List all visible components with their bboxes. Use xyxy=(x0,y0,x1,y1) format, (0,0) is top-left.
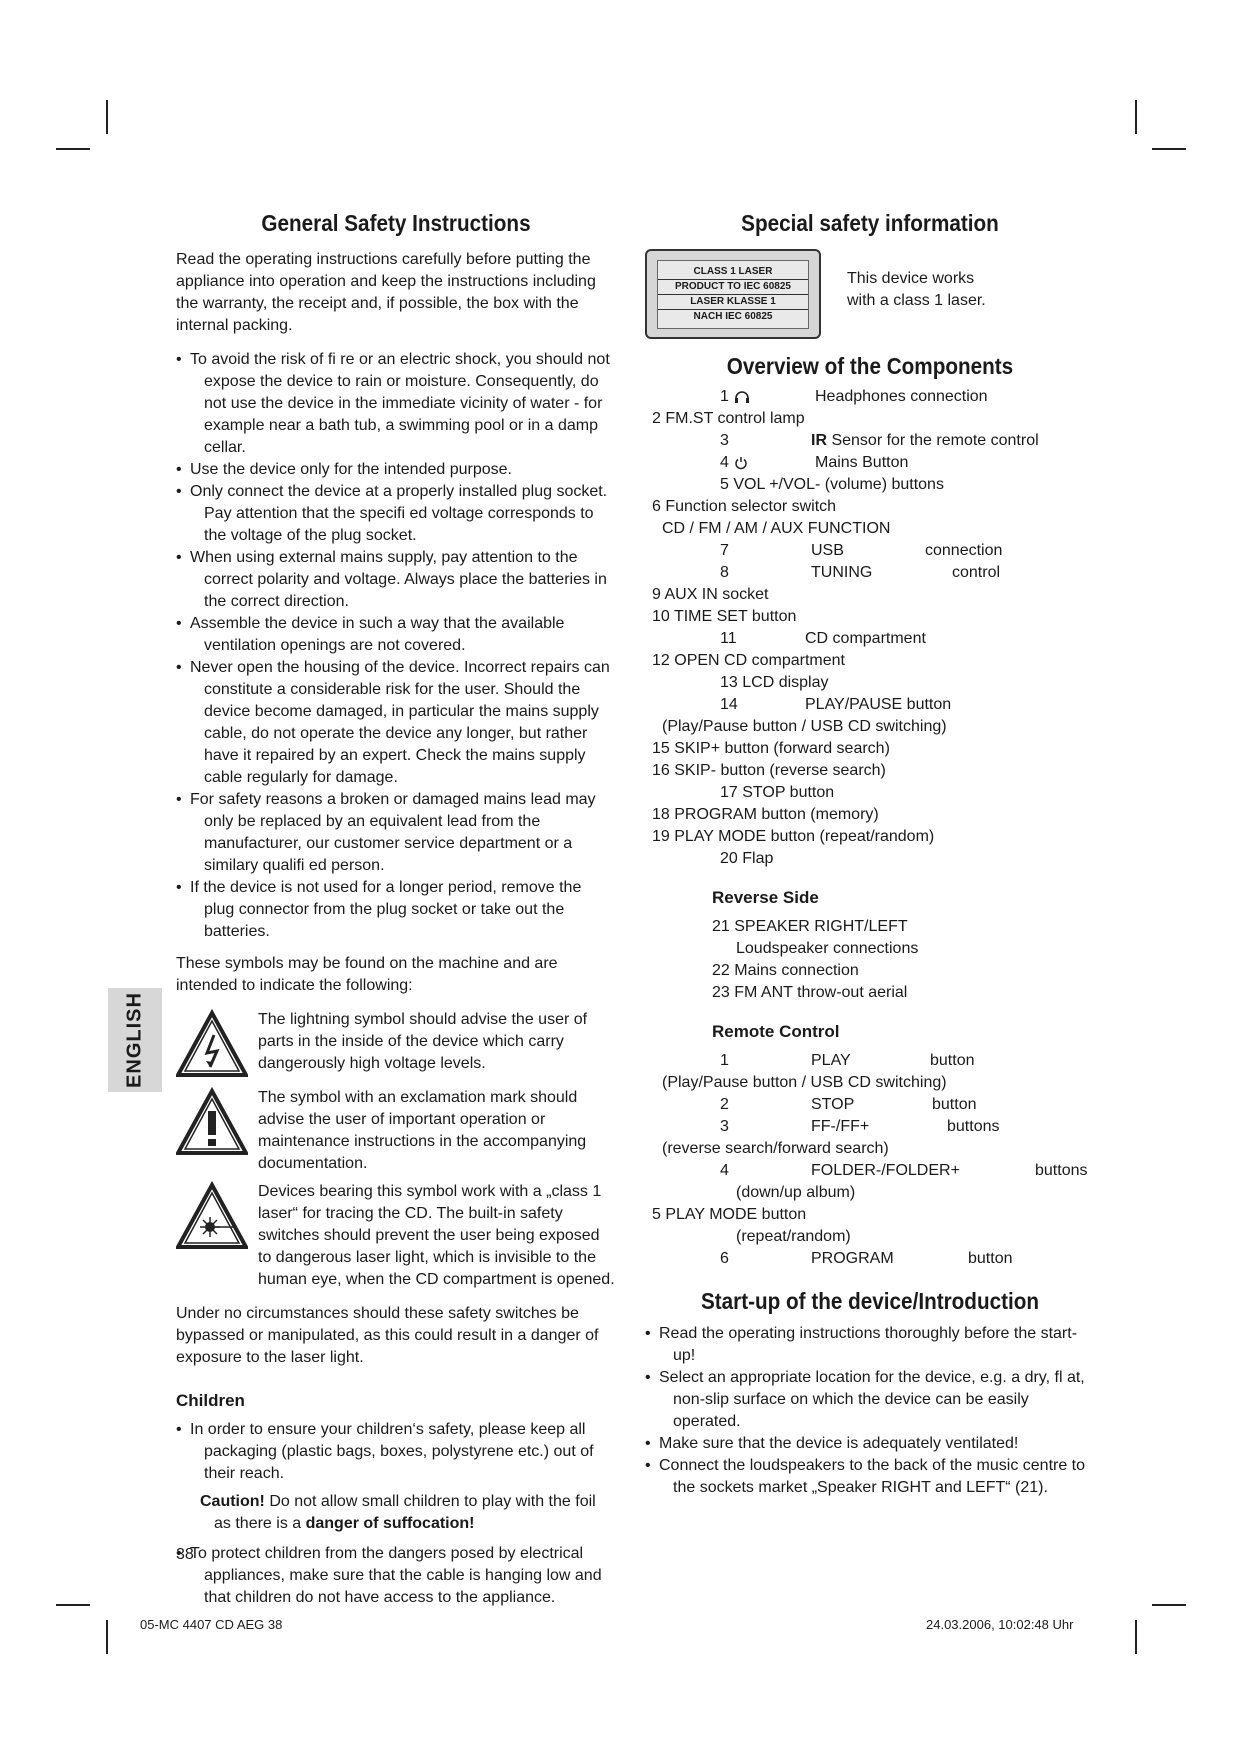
power-icon xyxy=(734,456,748,470)
list-item: 21 SPEAKER RIGHT/LEFT xyxy=(712,918,908,935)
crop-mark xyxy=(1135,100,1137,134)
list-item: • Use the device only for the intended purpose. xyxy=(176,459,616,481)
crop-mark xyxy=(56,1604,90,1606)
symbol-text: The symbol with an exclamation mark should advise the user of important operation or maintenance instructions in the accompanying documentation. xyxy=(258,1089,587,1172)
list-item: 10 TIME SET button xyxy=(652,608,797,625)
list-item: 3 FF-/FF+ buttons xyxy=(720,1118,1000,1135)
list-item: 12 OPEN CD compartment xyxy=(652,652,845,669)
headphones-icon xyxy=(734,390,750,404)
list-item: 16 SKIP- button (reverse search) xyxy=(652,762,886,779)
list-item: 4 FOLDER-/FOLDER+ buttons xyxy=(720,1162,1088,1179)
symbol-row xyxy=(176,1181,616,1291)
list-item: • Make sure that the device is adequately ventilated! xyxy=(645,1433,1095,1455)
list-item: (Play/Pause button / USB CD switching) xyxy=(662,718,947,735)
list-item: 6 Function selector switch xyxy=(652,498,837,515)
list-item: • Only connect the device at a properly installed plug socket. Pay attention that the specifi ed voltage corresponds to the voltage of the plug socket. xyxy=(176,481,616,547)
language-tab xyxy=(108,988,162,1092)
list-item: (Play/Pause button / USB CD switching) xyxy=(662,1074,947,1091)
caution-note xyxy=(190,1491,616,1535)
symbol-row xyxy=(176,1009,616,1081)
lightning-warning-icon xyxy=(176,1009,248,1081)
component-text: Headphones connection xyxy=(815,388,988,405)
list-item: (reverse search/forward search) xyxy=(662,1140,889,1157)
caution-end: ! xyxy=(469,1515,475,1532)
list-item: 2 FM.ST control lamp xyxy=(652,410,805,427)
laser-label-line: CLASS 1 LASER xyxy=(658,265,808,280)
list-item: 11 CD compartment xyxy=(720,630,926,647)
list-item: 1 PLAY button xyxy=(720,1052,975,1069)
ir-label: IR xyxy=(811,432,827,449)
list-item: 3 IR Sensor for the remote control xyxy=(720,432,1039,449)
list-item: 22 Mains connection xyxy=(712,962,859,979)
crop-mark xyxy=(56,148,90,150)
symbols-intro: These symbols may be found on the machine and are intended to indicate the following: xyxy=(176,955,558,994)
exclamation-warning-icon xyxy=(176,1087,248,1159)
list-item: • When using external mains supply, pay attention to the correct polarity and voltage. Always place the batteries in the correct direction. xyxy=(176,547,616,613)
safety-bullets xyxy=(176,349,616,943)
laser-text: This device works with a class 1 laser. xyxy=(847,270,986,309)
list-item: Loudspeaker connections xyxy=(736,940,919,957)
list-item: • If the device is not used for a longer period, remove the plug connector from the plug socket or take out the batteries. xyxy=(176,877,616,943)
list-item: • In order to ensure your children‘s safety, please keep all packaging (plastic bags, boxes, polystyrene etc.) out of their reach. xyxy=(176,1419,616,1485)
caution-bold: danger of suffocation xyxy=(305,1515,470,1532)
list-item: 19 PLAY MODE button (repeat/random) xyxy=(652,828,935,845)
intro-paragraph: Read the operating instructions carefully before putting the appliance into operation and keep the instructions including the warranty, the receipt and, if possible, the box with the internal packing. xyxy=(176,251,596,334)
list-item: 18 PROGRAM button (memory) xyxy=(652,806,879,823)
special-safety-title: Special safety information xyxy=(741,210,999,236)
list-item: 2 STOP button xyxy=(720,1096,977,1113)
footer-file-info: 05-MC 4407 CD AEG 38 xyxy=(140,1617,283,1632)
list-item: • Assemble the device in such a way that the available ventilation openings are not covered. xyxy=(176,613,616,657)
list-item: • To protect children from the dangers posed by electrical appliances, make sure that the cable is hanging low and that children do not have access to the appliance. xyxy=(176,1543,616,1609)
page-number: 38 xyxy=(176,1546,194,1563)
crop-mark xyxy=(106,100,108,134)
list-item: • For safety reasons a broken or damaged mains lead may only be replaced by an equivalent lead from the manufacturer, our customer service department or a similary qualifi ed person. xyxy=(176,789,616,877)
laser-warning-icon xyxy=(176,1181,248,1253)
crop-mark xyxy=(1152,1604,1186,1606)
right-column xyxy=(645,200,1095,1509)
list-item xyxy=(645,386,1095,408)
list-item: 13 LCD display xyxy=(720,674,829,691)
list-item: 20 Flap xyxy=(720,850,774,867)
startup-bullets xyxy=(645,1323,1095,1499)
list-item: 5 VOL +/VOL- (volume) buttons xyxy=(720,476,944,493)
footer-timestamp: 24.03.2006, 10:02:48 Uhr xyxy=(926,1617,1074,1632)
list-item: (repeat/random) xyxy=(736,1228,851,1245)
list-item: 14 PLAY/PAUSE button xyxy=(720,696,952,713)
list-item: • Read the operating instructions thoroughly before the start-up! xyxy=(645,1323,1095,1367)
laser-class-label xyxy=(645,249,821,339)
components-list xyxy=(645,386,1095,870)
list-item: 7 USB connection xyxy=(720,542,1003,559)
laser-label-line: LASER KLASSE 1 xyxy=(658,295,808,310)
reverse-list xyxy=(645,916,1095,1004)
list-item: 23 FM ANT throw-out aerial xyxy=(712,984,908,1001)
symbol-text: Devices bearing this symbol work with a „class 1 laser“ for tracing the CD. The built-in safety switches should prevent the user being exposed to dangerous laser light, which is invisible to the human eye, when the CD compartment is opened. xyxy=(258,1183,615,1288)
overview-title: Overview of the Components xyxy=(726,353,1014,379)
children-bullets xyxy=(176,1419,616,1485)
list-item: • To avoid the risk of fi re or an electric shock, you should not expose the device to rain or moisture. Consequently, do not use the device in the immediate vicinity of water - for example near a bath tub, a swimming pool or in a damp cellar. xyxy=(176,349,616,459)
list-item: 5 PLAY MODE button xyxy=(652,1206,807,1223)
laser-label-line: NACH IEC 60825 xyxy=(693,310,773,322)
remote-list xyxy=(645,1050,1095,1270)
symbol-text: The lightning symbol should advise the user of parts in the inside of the device which carry dangerously high voltage levels. xyxy=(258,1011,588,1072)
list-item: (down/up album) xyxy=(736,1184,856,1201)
children-bullets-2 xyxy=(176,1543,616,1609)
list-item: 9 AUX IN socket xyxy=(652,586,769,603)
list-item: • Connect the loudspeakers to the back of the music centre to the sockets market „Speaker RIGHT and LEFT“ (21). xyxy=(645,1455,1095,1499)
startup-title: Start-up of the device/Introduction xyxy=(700,1288,1040,1314)
list-item: • Select an appropriate location for the device, e.g. a dry, fl at, non-slip surface on which the device can be easily operated. xyxy=(645,1367,1095,1433)
symbol-row xyxy=(176,1087,616,1175)
crop-mark xyxy=(106,1620,108,1654)
list-item: • Never open the housing of the device. Incorrect repairs can constitute a considerable risk for the user. Should the device become damaged, in particular the mains supply cable, do not operate the device any longer, but rather have it repaired by an expert. Check the mains supply cable regularly for damage. xyxy=(176,657,616,789)
component-number: 1 xyxy=(720,388,729,405)
list-item: 17 STOP button xyxy=(720,784,835,801)
reverse-side-heading: Reverse Side xyxy=(712,888,819,907)
list-item: 8 TUNING control xyxy=(720,564,1001,581)
general-safety-title: General Safety Instructions xyxy=(261,210,531,236)
laser-info xyxy=(645,249,1095,339)
children-heading: Children xyxy=(176,1391,245,1410)
caution-label: Caution! xyxy=(200,1493,265,1510)
list-item: 15 SKIP+ button (forward search) xyxy=(652,740,890,757)
list-item: 4 Mains Button xyxy=(720,454,909,471)
switches-note: Under no circumstances should these safety switches be bypassed or manipulated, as this could result in a danger of exposure to the laser light. xyxy=(176,1305,599,1366)
laser-label-line: PRODUCT TO IEC 60825 xyxy=(658,280,808,295)
crop-mark xyxy=(1152,148,1186,150)
list-item: CD / FM / AM / AUX FUNCTION xyxy=(662,520,891,537)
remote-control-heading: Remote Control xyxy=(712,1022,840,1041)
language-tab-label: ENGLISH xyxy=(123,992,146,1088)
caution-text: Do not allow small children to play with the foil as there is a xyxy=(214,1493,596,1532)
list-item: 6 PROGRAM button xyxy=(720,1250,1013,1267)
crop-mark xyxy=(1135,1620,1137,1654)
left-column xyxy=(176,200,616,1619)
